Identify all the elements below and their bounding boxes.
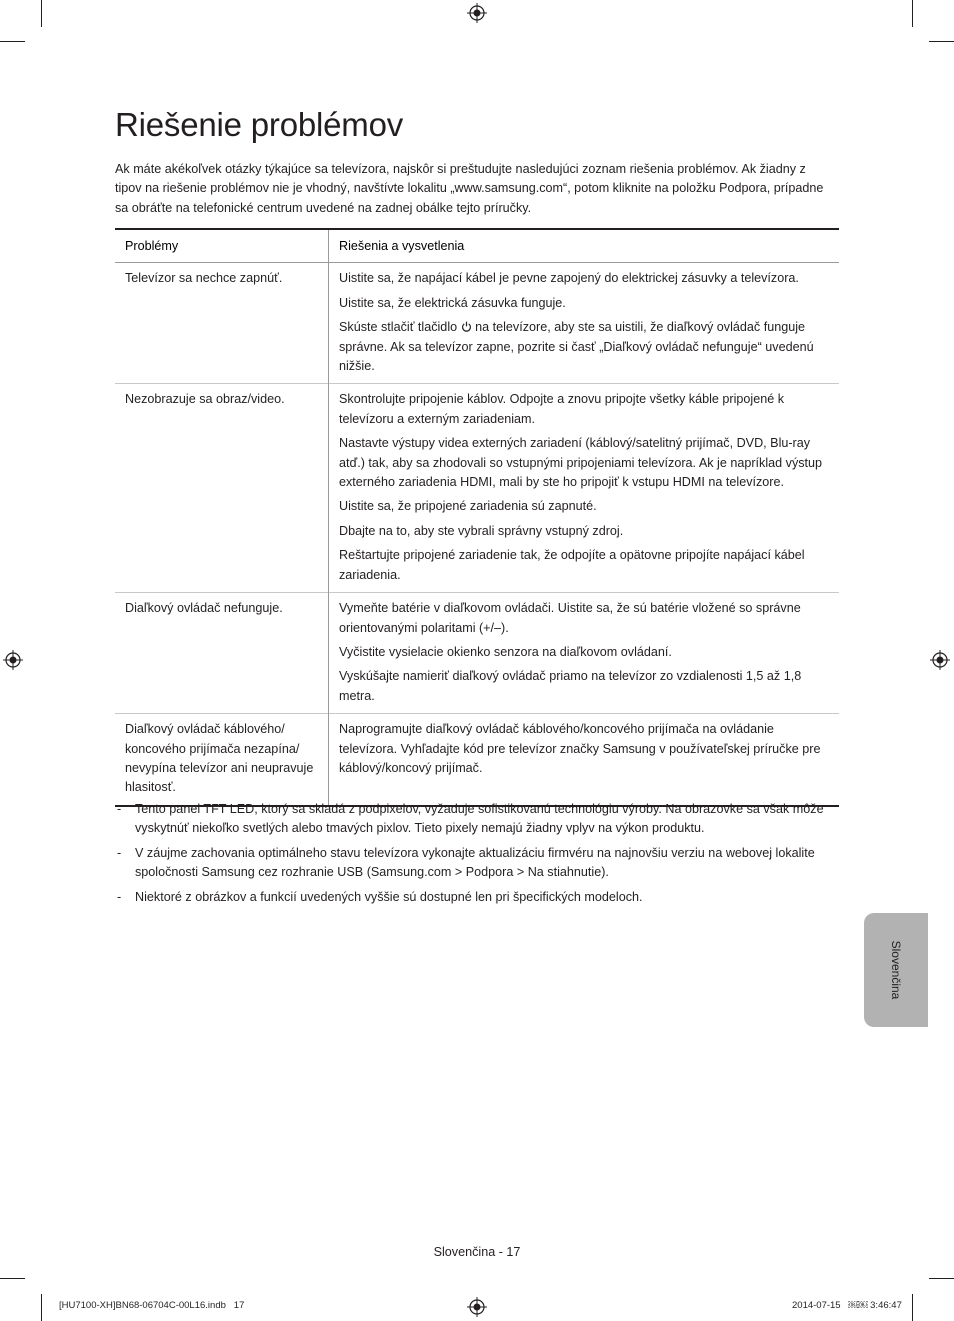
note-item (115, 888, 839, 907)
column-header-solutions: Riešenia a vysvetlenia (329, 229, 840, 263)
intro-paragraph: Ak máte akékoľvek otázky týkajúce sa televízora, najskôr si preštudujte nasledujúci zoznam riešenia problémov. Ak žiadny z tipov na riešenie problémov nie je vhodný, navštívte lokalitu „www.samsung.com“, potom kliknite na položku Podpora, prípadne sa obráťte na telefonické centrum uvedené na zadnej obálke tejto príručky. (115, 162, 824, 215)
registration-mark-icon (467, 3, 487, 23)
solution-text-part: Skúste stlačiť tlačidlo (339, 320, 458, 335)
table-row (115, 384, 839, 593)
page-number: Slovenčina - 17 (433, 1245, 521, 1259)
crop-mark (929, 41, 954, 42)
crop-mark (912, 1294, 913, 1321)
note-item (115, 844, 839, 883)
solution-cell (329, 714, 840, 806)
solution-text: Reštartujte pripojené zariadenie tak, že odpojíte a opätovne pripojíte napájací kábel zariadenia. (339, 548, 805, 582)
registration-mark-icon (467, 1297, 487, 1317)
note-dash: - (117, 889, 122, 904)
language-side-tab (864, 913, 928, 1027)
problem-cell: Nezobrazuje sa obraz/video. (115, 384, 329, 593)
solution-cell (329, 263, 840, 384)
solution-text: Nastavte výstupy videa externých zariadení (káblový/satelitný prijímač, DVD, Blu-ray atď.) tak, aby sa zhodovali so vstupnými pripojeniami televízora. Ak je napríklad výstup externého zariadenia HDMI, mali by ste ho pripojiť k vstupu HDMI na televízore. (339, 436, 823, 490)
problem-cell: Televízor sa nechce zapnúť. (115, 263, 329, 384)
crop-mark (41, 1294, 42, 1321)
footer-file-info: [HU7100-XH]BN68-06704C-00L16.indb 17 (59, 1300, 245, 1311)
note-text: Niektoré z obrázkov a funkcií uvedených vyššie sú dostupné len pri špecifických modeloch. (135, 889, 643, 904)
troubleshooting-table (115, 228, 839, 807)
registration-mark-icon (3, 650, 23, 670)
page-title: Riešenie problémov (115, 106, 404, 143)
solution-text (339, 318, 829, 376)
note-dash: - (117, 802, 122, 816)
solution-text: Vyčistite vysielacie okienko senzora na diaľkovom ovládaní. (339, 644, 672, 659)
solution-text: Uistite sa, že elektrická zásuvka funguje. (339, 295, 566, 310)
crop-mark (912, 0, 913, 27)
crop-mark (0, 41, 25, 42)
crop-mark (41, 0, 42, 27)
table-row (115, 593, 839, 714)
note-text: Tento panel TFT LED, ktorý sa skladá z podpixelov, vyžaduje sofistikovanú technológiu výroby. Na obrazovke sa však môže vyskytnúť niekoľko svetlých alebo tmavých pixlov. Tieto pixely nemajú žiadny vplyv na výkon produktu. (135, 802, 824, 836)
note-text: V záujme zachovania optimálneho stavu televízora vykonajte aktualizáciu firmvéru na najnovšiu verziu na webovej lokalite spoločnosti Samsung cez rozhranie USB (Samsung.com > Podpora > Na stiahnutie). (135, 845, 815, 880)
table-row (115, 263, 839, 384)
solution-text: Uistite sa, že pripojené zariadenia sú zapnuté. (339, 499, 597, 514)
solution-text: Dbajte na to, aby ste vybrali správny vstupný zdroj. (339, 523, 624, 538)
crop-mark (929, 1278, 954, 1279)
crop-mark (0, 1278, 25, 1279)
footer-datetime: 2014-07-15 ￼￼ 3:46:47 (792, 1300, 902, 1311)
registration-mark-icon (930, 650, 950, 670)
column-header-problems: Problémy (115, 229, 329, 263)
solution-text: Skontrolujte pripojenie káblov. Odpojte a znovu pripojte všetky káble pripojené k televízoru a externým zariadeniam. (339, 392, 785, 426)
language-side-tab-label: Slovenčina (889, 940, 903, 1000)
power-icon (461, 319, 472, 330)
solution-text: Uistite sa, že napájací kábel je pevne zapojený do elektrickej zásuvky a televízora. (339, 271, 799, 286)
table-row (115, 714, 839, 806)
solution-cell (329, 593, 840, 714)
solution-text: Naprogramujte diaľkový ovládač káblového/koncového prijímača na ovládanie televízora. Vyhľadajte kód pre televízor značky Samsung v používateľskej príručke pre káblový/koncový prijímač. (339, 722, 821, 775)
solution-text: Vyskúšajte namieriť diaľkový ovládač priamo na televízor zo vzdialenosti 1,5 až 1,8 metra. (339, 669, 802, 703)
table-header-row (115, 229, 839, 263)
solution-text-part: na televízore, aby ste sa uistili, že diaľkový ovládač funguje správne. Ak sa televízor zapne, pozrite si časť „Diaľkový ovládač nefunguje“ uvedenú nižšie. (339, 320, 814, 374)
problem-cell: Diaľkový ovládač nefunguje. (115, 593, 329, 714)
note-dash: - (117, 845, 122, 860)
notes-list (115, 800, 839, 912)
solution-cell (329, 384, 840, 593)
solution-text: Vymeňte batérie v diaľkovom ovládači. Uistite sa, že sú batérie vložené so správne orientovanými polaritami (+/–). (339, 601, 801, 635)
problem-cell: Diaľkový ovládač káblového/ koncového prijímača nezapína/ nevypína televízor ani neupravuje hlasitosť. (115, 714, 329, 806)
note-item (115, 800, 839, 839)
